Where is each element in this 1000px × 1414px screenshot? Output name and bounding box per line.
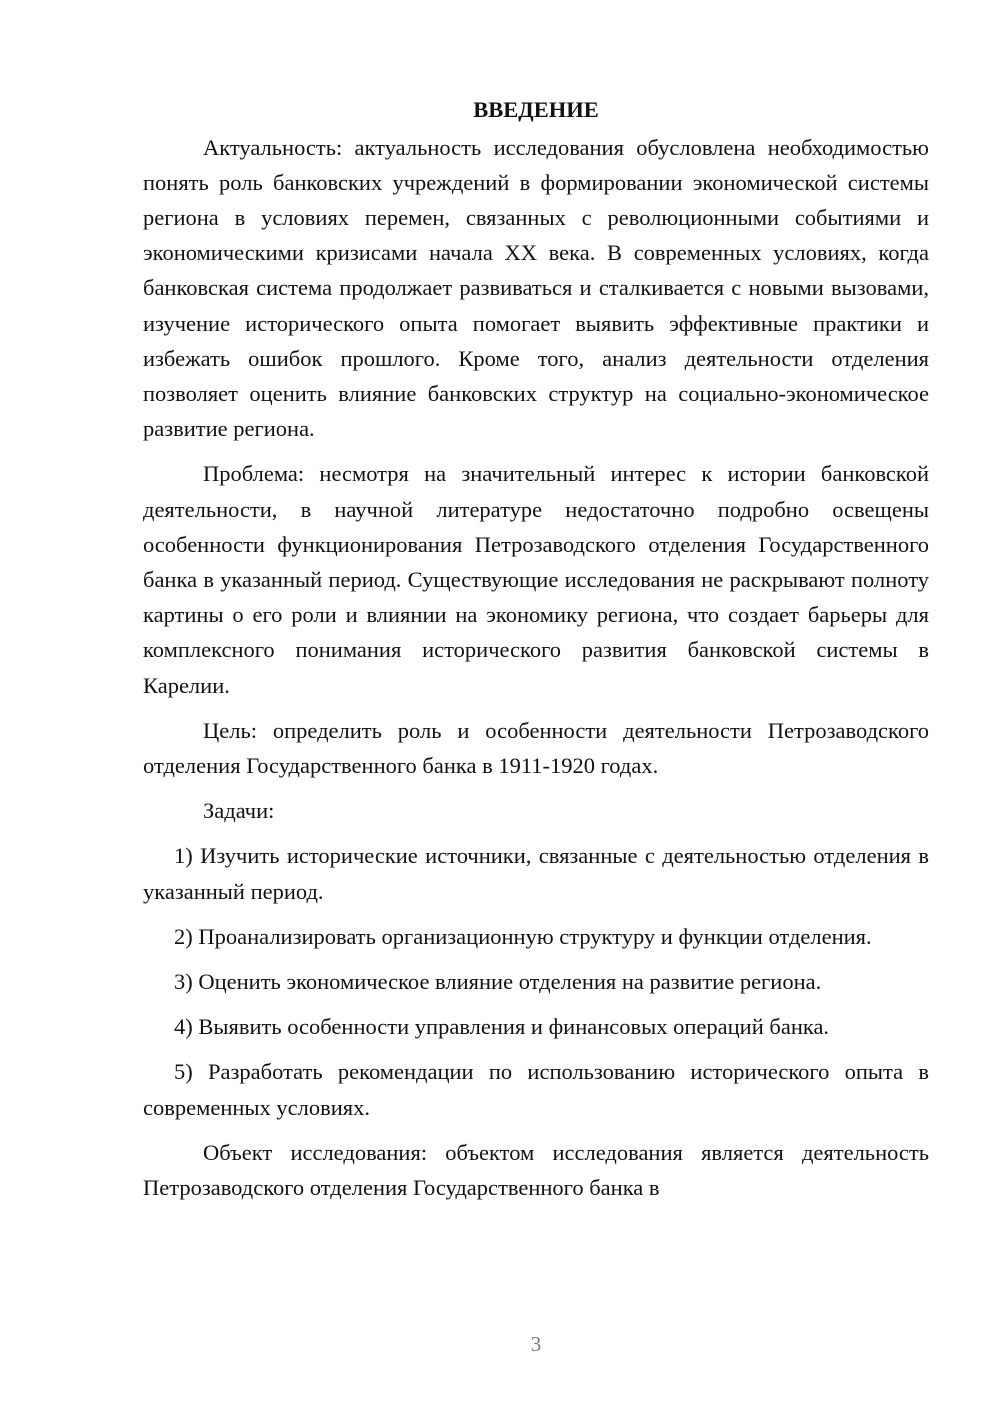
paragraph-tasks-heading: Задачи: <box>203 798 275 824</box>
paragraph-goal: Цель: определить роль и особенности деятельности Петрозаводского отделения Государственного банка в 1911-1920 годах. <box>143 717 929 778</box>
task-item-1: 1) Изучить исторические источники, связанные с деятельностью отделения в указанный период. <box>143 843 929 904</box>
paragraph-problem: Проблема: несмотря на значительный интерес к истории банковской деятельности, в научной литературе недостаточно подробно освещены особенности функционирования Петрозаводского отделения Государственного банка в указанный период. Существующие исследования не раскрывают полноту картины о его роли и влиянии на экономику региона, что создает барьеры для комплексного понимания исторического развития банковской системы в Карелии. <box>143 461 929 698</box>
task-item-2: 2) Проанализировать организационную структуру и функции отделения. <box>174 923 872 949</box>
task-item-4: 4) Выявить особенности управления и финансовых операций банка. <box>174 1014 830 1040</box>
page-title: ВВЕДЕНИЕ <box>473 97 599 122</box>
document-body <box>143 92 929 1205</box>
task-item-5: 5) Разработать рекомендации по использованию исторического опыта в современных условиях. <box>143 1059 929 1120</box>
task-item-3: 3) Оценить экономическое влияние отделения на развитие региона. <box>174 968 822 994</box>
page-number: 3 <box>530 1332 542 1356</box>
paragraph-object: Объект исследования: объектом исследования является деятельность Петрозаводского отделения Государственного банка в <box>143 1139 929 1200</box>
paragraph-relevance: Актуальность: актуальность исследования обусловлена необходимостью понять роль банковских учреждений в формировании экономической системы региона в условиях перемен, связанных с революционными событиями и экономическими кризисами начала XX века. В современных условиях, когда банковская система продолжает развиваться и сталкивается с новыми вызовами, изучение исторического опыта помогает выявить эффективные практики и избежать ошибок прошлого. Кроме того, анализ деятельности отделения позволяет оценить влияние банковских структур на социально-экономическое развитие региона. <box>143 134 929 442</box>
